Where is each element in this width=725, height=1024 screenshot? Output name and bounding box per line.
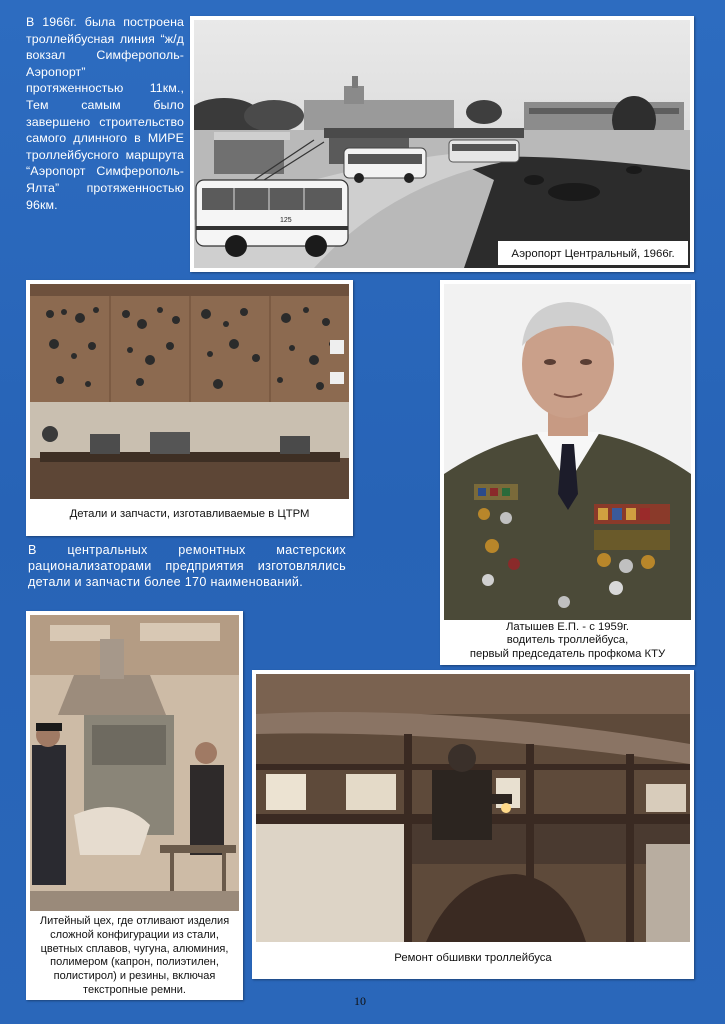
page-number: 10 bbox=[354, 994, 366, 1008]
intro-paragraph: В 1966г. была построена троллейбусная линия “ж/д вокзал Симферополь-Аэропорт” протяженностью 11км., Тем самым было завершено строительство самого длинного в МИРЕ троллейбусного маршрута “Аэропорт Симферополь-Ялта” протяженностью 96км. bbox=[26, 15, 184, 212]
parts-caption: Детали и запчасти, изготавливаемые в ЦТРМ bbox=[69, 508, 310, 520]
repair-caption: Ремонт обшивки троллейбуса bbox=[394, 952, 552, 964]
foundry-photo-card bbox=[26, 611, 243, 1000]
portrait-caption-line3: первый председатель профкома КТУ bbox=[469, 647, 666, 660]
foundry-photo bbox=[30, 615, 239, 911]
repair-photo-card bbox=[252, 670, 694, 979]
portrait-photo bbox=[444, 284, 691, 620]
portrait-caption-line1: Латышев Е.П. - с 1959г. bbox=[506, 621, 629, 633]
airport-photo bbox=[194, 20, 690, 268]
portrait-caption bbox=[444, 621, 691, 661]
portrait-photo-card bbox=[440, 280, 695, 665]
parts-photo bbox=[30, 284, 349, 499]
airport-caption: Аэропорт Центральный, 1966г. bbox=[511, 248, 675, 260]
workshop-paragraph: В центральных ремонтных мастерских рационализаторами предприятия изготовлялись детали и запчасти более 170 наименований. bbox=[28, 543, 346, 589]
airport-photo-card bbox=[190, 16, 694, 272]
foundry-caption: Литейный цех, где отливают изделия сложной конфигурации из стали, цветных сплавов, чугуна, алюминия, полимером (капрон, полиэтилен, полистирол) и резины, включая текстропные ремни. bbox=[39, 915, 230, 996]
portrait-caption-line2: водитель троллейбуса, bbox=[506, 634, 629, 647]
repair-photo bbox=[256, 674, 690, 942]
bus-number: 125 bbox=[280, 217, 292, 224]
parts-photo-card bbox=[26, 280, 353, 536]
